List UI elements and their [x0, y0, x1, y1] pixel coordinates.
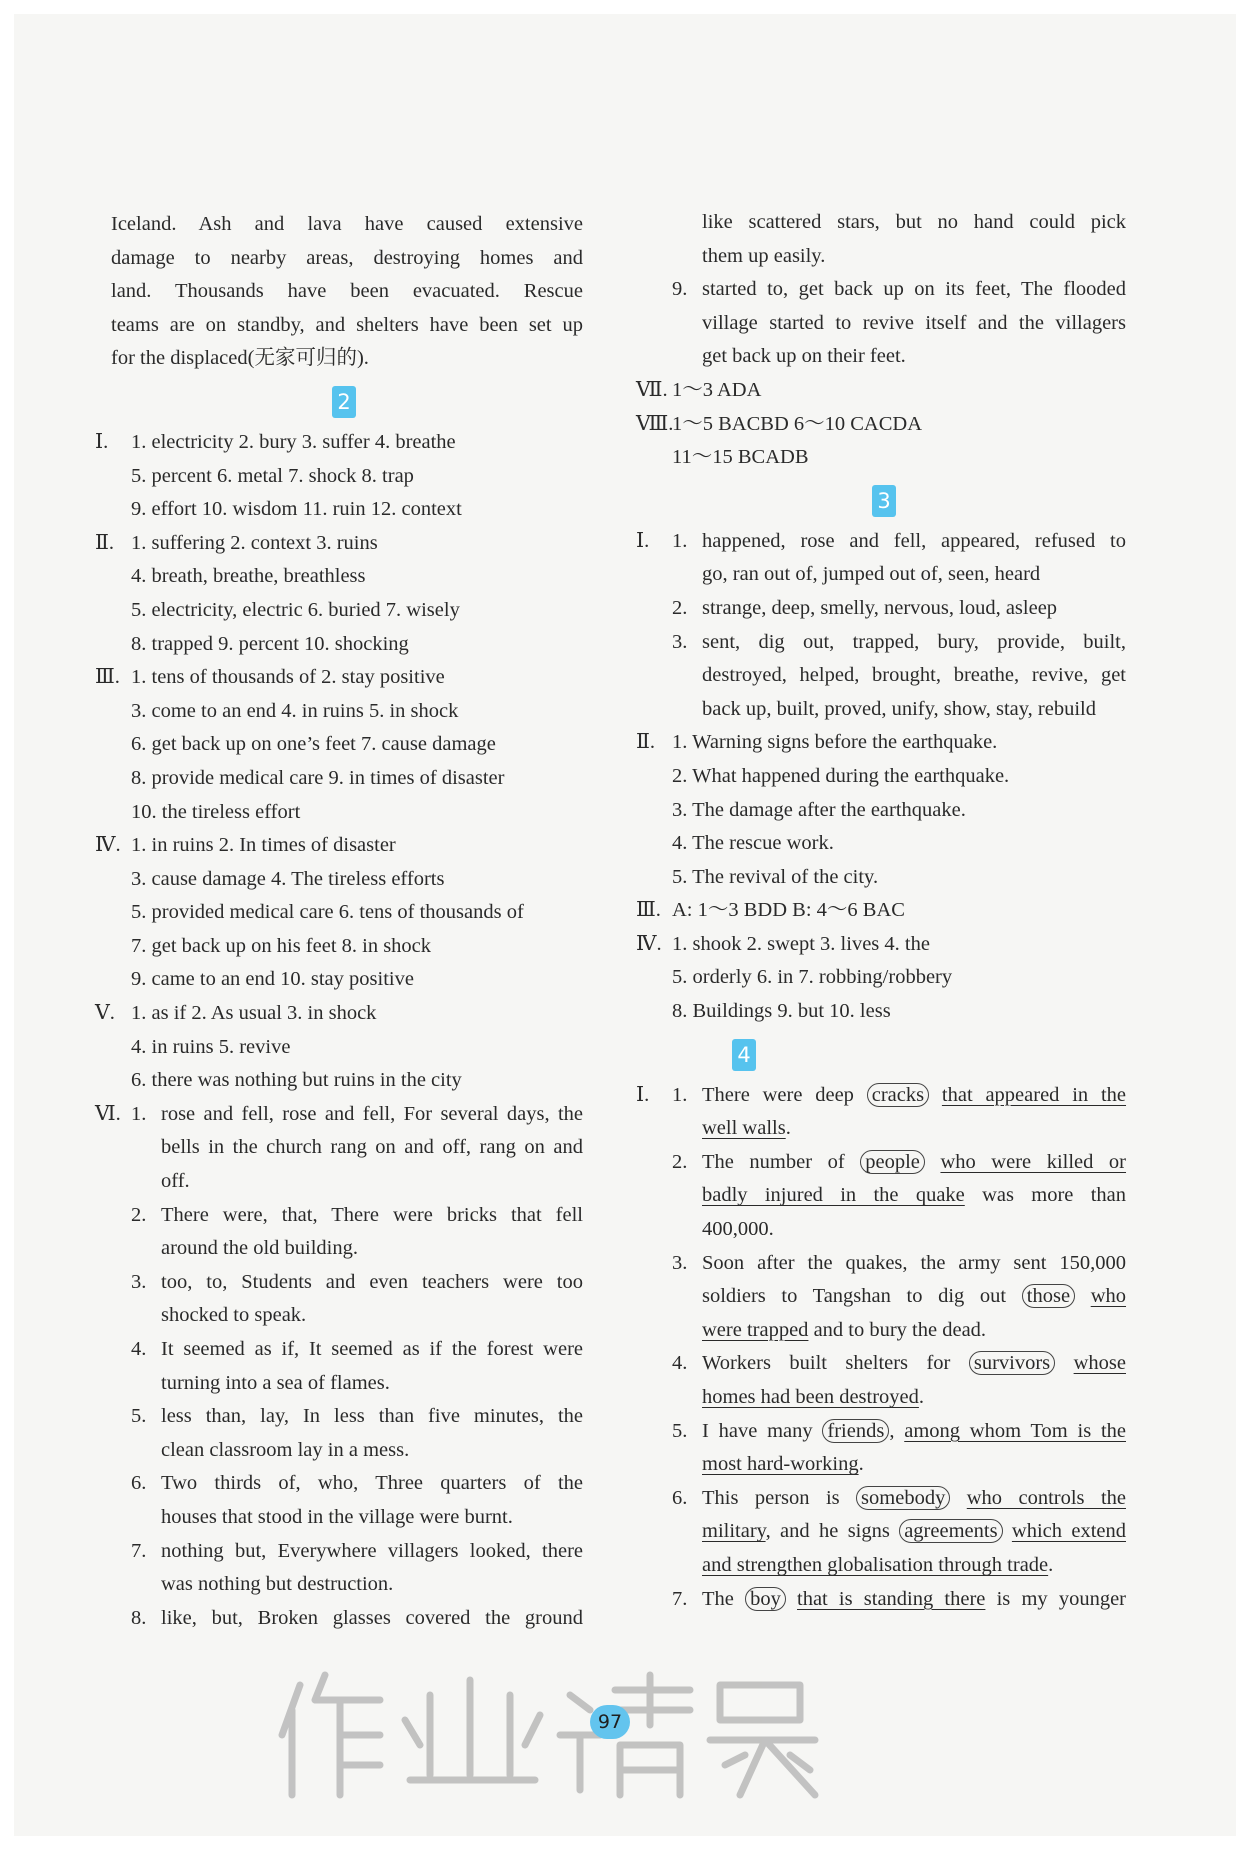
list-item: [672, 1247, 1126, 1348]
answer-row: 1. tens of thousands of 2. stay positive: [131, 666, 445, 689]
list-item: [131, 1199, 583, 1266]
answer-row: 1～5 BACBD 6～10 CACDA: [672, 412, 923, 435]
answer-row: 9. came to an end 10. stay positive: [131, 968, 414, 991]
text-line: strange, deep, smelly, nervous, loud, asleep: [702, 596, 1058, 619]
list-item: [131, 1400, 583, 1467]
text-line: rose and fell, rose and fell, For several days, the: [161, 1102, 583, 1125]
list-item: [131, 1467, 583, 1534]
roman-numeral: Ⅱ.: [95, 531, 115, 554]
text-line: get back up on their feet.: [702, 345, 906, 368]
text-line: like, but, Broken glasses covered the ground: [161, 1606, 583, 1629]
circled-antecedent: boy: [745, 1587, 786, 1611]
text-line: teams are on standby, and shelters have been set up: [111, 313, 583, 336]
text-line: [702, 1381, 1126, 1415]
text-line: Soon after the quakes, the army sent 150,000: [702, 1251, 1126, 1274]
text-line: back up, built, proved, unify, show, stay, rebuild: [702, 697, 1096, 720]
roman-numeral: Ⅲ.: [95, 666, 120, 689]
item-number: 4.: [672, 1352, 688, 1375]
underlined-clause: that is standing there: [797, 1587, 986, 1610]
underlined-clause: whose: [1073, 1352, 1126, 1375]
text: [929, 1084, 942, 1106]
list-item: [672, 1482, 1126, 1583]
circled-antecedent: somebody: [856, 1486, 950, 1510]
text-line: houses that stood in the village were burnt.: [161, 1505, 513, 1528]
text-line: [702, 1314, 1126, 1348]
answer-row: 9. effort 10. wisdom 11. ruin 12. context: [131, 498, 462, 521]
item-number: 1.: [672, 1083, 688, 1106]
item-number: 4.: [131, 1338, 147, 1360]
section-3-4: [636, 928, 1126, 1029]
list-item: [672, 1415, 1126, 1482]
answer-row: 6. get back up on one’s feet 7. cause damage: [131, 733, 496, 756]
answer-row: 10. the tireless effort: [131, 800, 301, 823]
answer-row: 2. What happened during the earthquake.: [672, 764, 1010, 787]
text-line: It seemed as if, It seemed as if the forest were: [161, 1338, 583, 1360]
answer-row: 5. orderly 6. in 7. robbing/robbery: [672, 966, 953, 989]
roman-numeral: Ⅴ.: [95, 1002, 115, 1025]
item-number: 6.: [672, 1486, 688, 1509]
list-item: [672, 525, 1126, 592]
answer-row: 4. breath, breathe, breathless: [131, 565, 366, 588]
underlined-clause: were trapped: [702, 1318, 809, 1341]
answer-row: 8. provide medical care 9. in times of disaster: [131, 766, 505, 789]
answer-row: 4. in ruins 5. revive: [131, 1035, 291, 1058]
answer-row: 1. Warning signs before the earthquake.: [672, 731, 998, 754]
text-line: destroyed, helped, brought, breathe, revive, get: [702, 664, 1126, 687]
circled-antecedent: people: [860, 1150, 925, 1174]
underlined-clause: most hard-working: [702, 1453, 859, 1476]
text: .: [785, 1117, 791, 1140]
roman-numeral: Ⅰ.: [636, 1083, 650, 1106]
left-column: [95, 208, 583, 1635]
text-line: too, to, Students and even teachers were too: [161, 1270, 583, 1293]
text: [1055, 1352, 1073, 1374]
right-column: [636, 206, 1126, 1616]
section-6: [95, 1098, 583, 1636]
text: There were deep: [702, 1083, 867, 1106]
answer-row: 1. as if 2. As usual 3. in shock: [131, 1002, 377, 1025]
text-line: [702, 1347, 1126, 1381]
unit-badge-4: 4: [732, 1039, 756, 1071]
section-3-1: [636, 525, 1126, 727]
text-line: like scattered stars, but no hand could pick: [702, 211, 1126, 233]
item-number: 7.: [672, 1587, 688, 1610]
section-2: [95, 527, 583, 661]
underlined-clause: among whom Tom is the: [904, 1419, 1126, 1442]
page-number-badge: 97: [590, 1705, 630, 1739]
answer-row: 8. Buildings 9. but 10. less: [672, 1000, 891, 1023]
text-line: nothing but, Everywhere villagers looked, there: [161, 1539, 583, 1562]
answer-row: 11～15 BCADB: [672, 446, 809, 469]
text: is my younger: [985, 1587, 1127, 1610]
list-item: [131, 1266, 583, 1333]
item-number: 2.: [672, 1150, 688, 1173]
section-3-3: [636, 894, 1126, 928]
underlined-clause: homes had been destroyed: [702, 1386, 919, 1408]
answer-row: 6. there was nothing but ruins in the city: [131, 1069, 462, 1092]
text-line: started to, get back up on its feet, The flooded: [702, 278, 1126, 301]
answer-row: 1～3 ADA: [672, 378, 762, 401]
text-line: turning into a sea of flames.: [161, 1371, 390, 1394]
list-item: [672, 626, 1126, 727]
answer-row: 1. electricity 2. bury 3. suffer 4. breathe: [131, 430, 456, 453]
answer-row: 7. get back up on his feet 8. in shock: [131, 934, 432, 957]
text-line: off.: [161, 1170, 190, 1193]
text: and to bury the dead.: [808, 1318, 987, 1341]
list-item: [672, 273, 1126, 374]
answer-row: 4. The rescue work.: [672, 832, 834, 855]
answer-row: 1. in ruins 2. In times of disaster: [131, 834, 396, 857]
item-number: 1.: [672, 529, 688, 552]
text-line: [702, 1549, 1126, 1583]
watermark-logo: [270, 1655, 840, 1805]
circled-antecedent: survivors: [969, 1351, 1055, 1375]
item-number: 3.: [672, 1251, 688, 1274]
answer-row: 8. trapped 9. percent 10. shocking: [131, 632, 409, 655]
item-number: 5.: [131, 1405, 147, 1428]
text-line: them up easily.: [702, 244, 826, 267]
text-line: 400,000.: [702, 1218, 774, 1241]
underlined-clause: who were killed or: [940, 1150, 1127, 1173]
underlined-clause: and strengthen globalisation through trade: [702, 1553, 1049, 1576]
item-number: 1.: [131, 1102, 147, 1125]
text: This person is: [702, 1486, 857, 1509]
answer-row: A: 1～3 BDD B: 4～6 BAC: [672, 899, 905, 922]
roman-numeral: Ⅶ.: [636, 378, 668, 401]
item-number: 7.: [131, 1539, 147, 1562]
underlined-clause: well walls: [702, 1117, 786, 1140]
circled-antecedent: cracks: [867, 1083, 929, 1107]
item-number: 2.: [672, 596, 688, 619]
unit-badge-2: 2: [332, 386, 356, 418]
text: [1003, 1520, 1012, 1542]
answer-row: 5. provided medical care 6. tens of thousands of: [131, 901, 524, 924]
text: The number of: [702, 1150, 861, 1173]
answer-row: 3. The damage after the earthquake.: [672, 798, 966, 821]
item-number: 2.: [131, 1203, 147, 1226]
item-number: 8.: [131, 1606, 147, 1629]
text-line: less than, lay, In less than five minutes, the: [161, 1405, 583, 1428]
text-line: [702, 1280, 1126, 1314]
underlined-clause: military: [702, 1520, 766, 1543]
text: [925, 1151, 941, 1173]
list-item: [672, 1146, 1126, 1247]
section-7: [636, 374, 1126, 408]
answer-row: 3. come to an end 4. in ruins 5. in shock: [131, 699, 459, 722]
answer-row: 3. cause damage 4. The tireless efforts: [131, 867, 445, 890]
list-item: [672, 1583, 1126, 1617]
text-line: [702, 1583, 1126, 1617]
circled-antecedent: agreements: [899, 1519, 1002, 1543]
text-line: [702, 1112, 1126, 1146]
section-8: [636, 408, 1126, 475]
text: The: [702, 1587, 746, 1610]
roman-numeral: Ⅳ.: [636, 932, 662, 955]
circled-antecedent: those: [1022, 1284, 1075, 1308]
underlined-clause: badly injured in the quake: [702, 1184, 965, 1207]
list-item: [131, 1535, 583, 1602]
text-line: [702, 1146, 1126, 1180]
text-line: around the old building.: [161, 1237, 359, 1260]
answer-row: 1. suffering 2. context 3. ruins: [131, 531, 378, 554]
text: I have many: [702, 1419, 823, 1442]
roman-numeral: Ⅵ.: [95, 1102, 121, 1125]
item-number: 3.: [131, 1270, 147, 1293]
list-item: [131, 1602, 583, 1636]
text-line: sent, dig out, trapped, bury, provide, built,: [702, 630, 1126, 653]
answer-row: 1. shook 2. swept 3. lives 4. the: [672, 932, 930, 955]
text-line: village started to revive itself and the villagers: [702, 311, 1126, 334]
section-1: [95, 426, 583, 527]
item-number: 6.: [131, 1472, 147, 1495]
list-item: [131, 1098, 583, 1199]
underlined-clause: which extend: [1011, 1520, 1126, 1543]
text-line: There were, that, There were bricks that fell: [161, 1203, 583, 1226]
answer-row: 5. The revival of the city.: [672, 865, 879, 888]
answer-row: 5. percent 6. metal 7. shock 8. trap: [131, 464, 414, 487]
roman-numeral: Ⅷ.: [636, 412, 674, 435]
text: soldiers to Tangshan to dig out: [702, 1285, 1022, 1308]
section-3-2: [636, 726, 1126, 894]
text: ,: [889, 1419, 905, 1442]
text-line: [702, 1482, 1126, 1516]
section-5: [95, 997, 583, 1098]
text-line: [702, 1515, 1126, 1549]
unit-badge-3: 3: [872, 485, 896, 517]
underlined-clause: who controls the: [966, 1486, 1126, 1509]
text-line: Two thirds of, who, Three quarters of the: [161, 1472, 583, 1495]
text-line: go, ran out of, jumped out of, seen, heard: [702, 563, 1041, 586]
text-line: land. Thousands have been evacuated. Rescue: [111, 280, 583, 303]
section-3: [95, 661, 583, 829]
text: [1075, 1285, 1091, 1307]
text-line: was nothing but destruction.: [161, 1573, 394, 1596]
text-line: [702, 1448, 1126, 1482]
text-line: [702, 1079, 1126, 1113]
section-4-1: [636, 1079, 1126, 1617]
text-line: for the displaced(无家可归的).: [111, 347, 369, 370]
answer-row: 5. electricity, electric 6. buried 7. wisely: [131, 598, 460, 621]
list-item: [131, 1333, 583, 1400]
item-number: 9.: [672, 278, 688, 301]
text-line: clean classroom lay in a mess.: [161, 1438, 410, 1461]
item-number: 5.: [672, 1419, 688, 1442]
text-line: damage to nearby areas, destroying homes and: [111, 246, 583, 269]
text-line: Iceland. Ash and lava have caused extensive: [111, 213, 583, 235]
roman-numeral: Ⅲ.: [636, 899, 661, 922]
text: .: [858, 1453, 864, 1476]
text-line: [702, 1415, 1126, 1449]
text: was more than: [964, 1184, 1126, 1207]
text-line: shocked to speak.: [161, 1304, 307, 1327]
list-item: [672, 592, 1126, 626]
list-item: [672, 1079, 1126, 1146]
text: .: [918, 1386, 925, 1408]
text: [786, 1588, 797, 1610]
text: Workers built shelters for: [702, 1352, 969, 1375]
text: , and he signs: [765, 1520, 900, 1543]
intro-paragraph: [95, 208, 583, 376]
circled-antecedent: friends: [822, 1419, 889, 1443]
section-4: [95, 829, 583, 997]
item-number: 3.: [672, 630, 688, 653]
text-line: bells in the church rang on and off, rang on and: [161, 1136, 583, 1159]
roman-numeral: Ⅰ.: [95, 430, 109, 453]
roman-numeral: Ⅰ.: [636, 529, 650, 552]
text-line: [702, 1179, 1126, 1213]
underlined-clause: that appeared in the: [941, 1083, 1127, 1106]
underlined-clause: who: [1090, 1285, 1127, 1308]
roman-numeral: Ⅱ.: [636, 731, 656, 754]
text: [950, 1487, 966, 1509]
roman-numeral: Ⅳ.: [95, 834, 121, 857]
text: .: [1048, 1553, 1054, 1576]
text-line: happened, rose and fell, appeared, refused to: [702, 529, 1126, 552]
list-item: [672, 1347, 1126, 1414]
